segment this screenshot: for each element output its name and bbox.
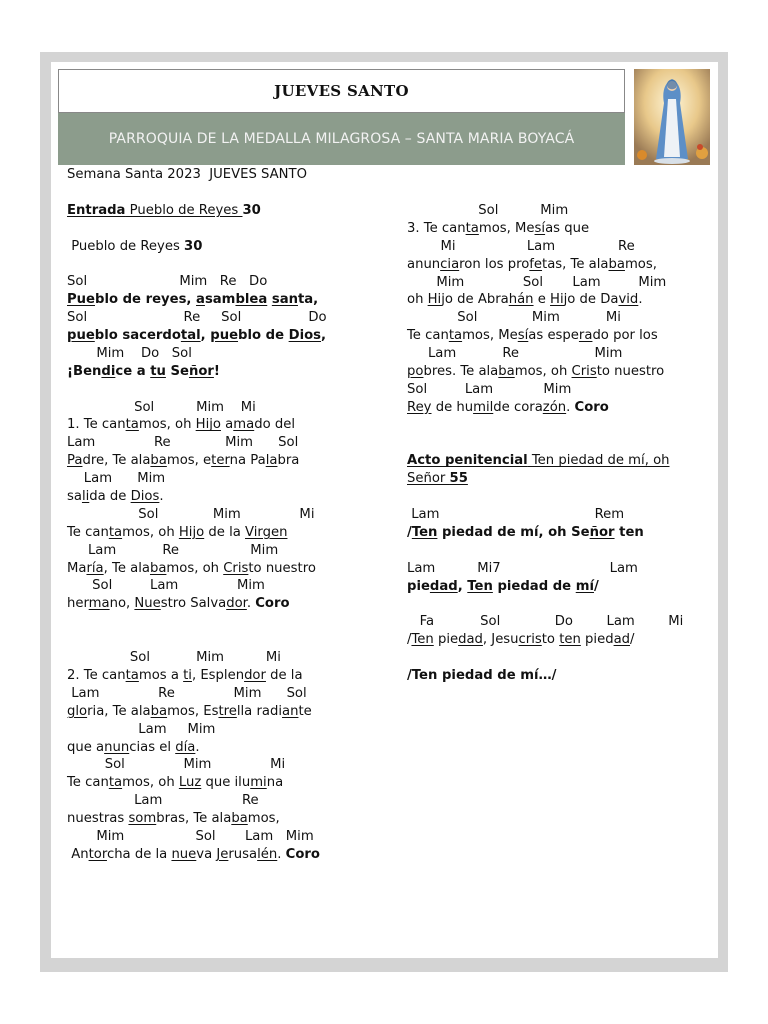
lyric-line: 1. Te cantamos, oh Hijo amado del xyxy=(67,417,295,433)
lyric-line: María, Te alabamos, oh Cristo nuestro xyxy=(67,560,316,576)
lyric-line: gloria, Te alabamos, Estrella radiante xyxy=(67,703,312,719)
chord-line: Sol Mim xyxy=(407,203,569,218)
lyric-line: salida de Dios. xyxy=(67,489,164,505)
lyric-line: Pueblo de reyes, asamblea santa, xyxy=(67,292,319,308)
parish-name: PARROQUIA DE LA MEDALLA MILAGROSA – SANTA MARIA BOYACÁ xyxy=(108,131,575,147)
chord-line: Sol Mim Mi xyxy=(67,650,281,666)
chord-line: Lam Re Mim Sol xyxy=(67,435,299,451)
left-column xyxy=(67,166,397,864)
chord-line: Sol Mim Mi xyxy=(67,757,286,773)
lyric-line: Rey de humilde corazón. Coro xyxy=(407,399,609,415)
lyric-line: /Ten piedad de mí…/ xyxy=(407,668,557,684)
title-box xyxy=(58,69,625,113)
chord-line: Lam Re Mim Sol xyxy=(67,685,307,701)
right-column xyxy=(407,202,712,685)
lyric-line: que anuncias el día. xyxy=(67,739,200,755)
chord-line: Lam Mi7 Lam xyxy=(407,560,638,576)
chord-line: Fa Sol Do Lam Mi xyxy=(407,614,684,630)
chord-line: Lam Mim xyxy=(67,721,216,737)
lyric-line: /Ten piedad, Jesucristo ten piedad/ xyxy=(407,632,635,648)
lyric-line: 3. Te cantamos, Mesías que xyxy=(407,220,590,236)
acto-heading: Acto penitencial Ten piedad de mí, oh xyxy=(407,453,670,469)
entrada-heading: Entrada Pueblo de Reyes 30 xyxy=(67,202,261,218)
page-title: JUEVES SANTO xyxy=(274,82,409,100)
text-line: Semana Santa 2023 JUEVES SANTO xyxy=(67,167,307,182)
lyric-line: Te cantamos, oh Hijo de la Virgen xyxy=(67,524,288,540)
acto-heading-line2: Señor 55 xyxy=(407,471,468,487)
chord-line: Mi Lam Re xyxy=(407,238,635,254)
chord-line: Mim Sol Lam Mim xyxy=(407,274,667,290)
chord-line: Sol Lam Mim xyxy=(67,578,265,594)
lyric-line: pobres. Te alabamos, oh Cristo nuestro xyxy=(407,364,665,380)
chord-line: Sol Re Sol Do xyxy=(67,310,327,326)
chord-line: Sol Mim Mi xyxy=(407,310,621,326)
chord-line: Lam Re xyxy=(67,793,259,809)
virgin-mary-image xyxy=(634,69,710,165)
chord-line: Sol Lam Mim xyxy=(407,381,572,397)
lyric-line: 2. Te cantamos a ti, Esplendor de la xyxy=(67,667,303,683)
lyric-line: nuestras sombras, Te alabamos, xyxy=(67,811,280,827)
chord-line: Lam Mim xyxy=(67,471,166,487)
lyric-line: piedad, Ten piedad de mí/ xyxy=(407,578,599,594)
song-heading: Pueblo de Reyes 30 xyxy=(71,238,203,254)
chord-line: Lam Rem xyxy=(407,507,625,523)
parish-banner xyxy=(58,113,625,165)
chord-line: Sol Mim Re Do xyxy=(67,274,268,290)
lyric-line: Te cantamos, Mesías esperado por los xyxy=(407,328,658,344)
chord-line: Mim Do Sol xyxy=(67,345,192,361)
lyric-line: Te cantamos, oh Luz que ilumina xyxy=(67,775,284,791)
chord-line: Sol Mim Mi xyxy=(67,399,256,415)
lyric-line: /Ten piedad de mí, oh Señor ten xyxy=(407,525,644,541)
lyric-line: anunciaron los profetas, Te alabamos, xyxy=(407,256,657,272)
lyric-line: oh Hijo de Abrahán e Hijo de David. xyxy=(407,292,643,308)
chord-line: Lam Re Mim xyxy=(407,346,623,362)
lyric-line: Padre, Te alabamos, eterna Palabra xyxy=(67,453,300,469)
chord-line: Sol Mim Mi xyxy=(67,506,315,522)
lyric-line: Antorcha de la nueva Jerusalén. Coro xyxy=(67,846,320,862)
chord-line: Mim Sol Lam Mim xyxy=(67,828,314,844)
lyric-line: pueblo sacerdotal, pueblo de Dios, xyxy=(67,328,327,344)
lyric-line: hermano, Nuestro Salvador. Coro xyxy=(67,596,290,612)
chord-line: Lam Re Mim xyxy=(67,542,279,558)
lyric-line: ¡Bendice a tu Señor! xyxy=(67,363,220,379)
